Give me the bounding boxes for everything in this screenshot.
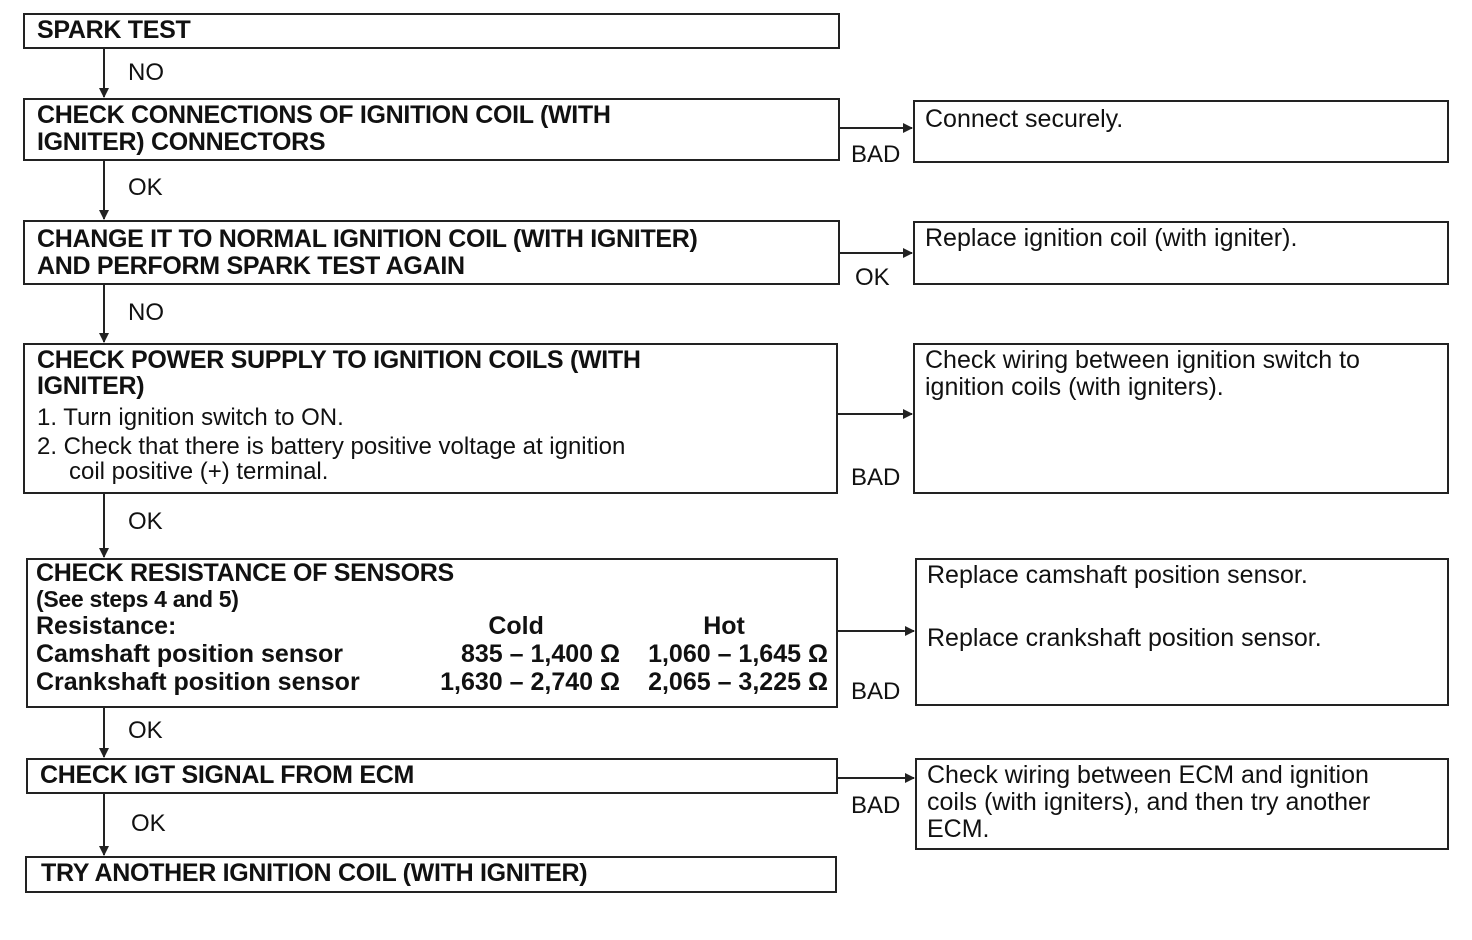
spark-test-text: SPARK TEST xyxy=(37,16,191,44)
table-row xyxy=(36,640,828,668)
result-wiring-switch-line1: Check wiring between ignition switch to xyxy=(925,346,1360,374)
change-coil-line2: AND PERFORM SPARK TEST AGAIN xyxy=(37,252,465,280)
resistance-subtitle: (See steps 4 and 5) xyxy=(36,586,239,612)
check-connections-line2: IGNITER) CONNECTORS xyxy=(37,128,326,156)
check-connections-line1: CHECK CONNECTIONS OF IGNITION COIL (WITH xyxy=(37,101,611,129)
label-ok-side: OK xyxy=(855,264,890,291)
resistance-header-row xyxy=(36,612,828,640)
power-supply-title-line1: CHECK POWER SUPPLY TO IGNITION COILS (WITH xyxy=(37,346,641,374)
resistance-box xyxy=(26,558,838,708)
spark-test-box xyxy=(23,13,840,49)
label-no-1: NO xyxy=(128,59,164,86)
camshaft-hot: 1,060 – 1,645 Ω xyxy=(648,640,828,668)
result-wiring-ecm-line3: ECM. xyxy=(927,815,990,843)
result-replace-crank-text: Replace crankshaft position sensor. xyxy=(927,624,1322,652)
result-replace-coil-box xyxy=(913,221,1449,285)
try-another-text: TRY ANOTHER IGNITION COIL (WITH IGNITER) xyxy=(41,859,588,887)
crankshaft-cold: 1,630 – 2,740 Ω xyxy=(440,668,621,696)
label-ok-4: OK xyxy=(131,810,166,837)
table-row xyxy=(36,668,828,696)
power-supply-step2-line2: coil positive (+) terminal. xyxy=(69,458,329,485)
power-supply-step2-line1: 2. Check that there is battery positive voltage at ignition xyxy=(37,433,626,460)
result-wiring-switch-line2: ignition coils (with igniters). xyxy=(925,373,1224,401)
resistance-label: Resistance: xyxy=(36,612,177,640)
label-ok-3: OK xyxy=(128,717,163,744)
camshaft-name: Camshaft position sensor xyxy=(36,640,343,668)
result-replace-cam-text: Replace camshaft position sensor. xyxy=(927,561,1308,589)
crankshaft-name: Crankshaft position sensor xyxy=(36,668,360,696)
check-connections-box xyxy=(23,98,840,161)
result-replace-coil-text: Replace ignition coil (with igniter). xyxy=(925,224,1298,252)
label-bad-3: BAD xyxy=(851,678,901,705)
label-ok-1: OK xyxy=(128,174,163,201)
label-no-2: NO xyxy=(128,299,164,326)
try-another-box xyxy=(25,856,837,893)
label-ok-2: OK xyxy=(128,508,163,535)
result-connect-text: Connect securely. xyxy=(925,105,1124,133)
label-bad-2: BAD xyxy=(851,464,901,491)
resistance-col-hot: Hot xyxy=(703,612,745,640)
crankshaft-hot: 2,065 – 3,225 Ω xyxy=(648,668,828,696)
resistance-title: CHECK RESISTANCE OF SENSORS xyxy=(36,559,454,587)
result-wiring-ecm-box xyxy=(915,758,1449,850)
power-supply-step1: 1. Turn ignition switch to ON. xyxy=(37,404,344,431)
igt-signal-text: CHECK IGT SIGNAL FROM ECM xyxy=(40,761,414,789)
result-connect-box xyxy=(913,100,1449,163)
change-coil-box xyxy=(23,220,840,285)
resistance-col-cold: Cold xyxy=(488,612,544,640)
camshaft-cold: 835 – 1,400 Ω xyxy=(460,640,621,668)
result-wiring-switch-box xyxy=(913,343,1449,494)
result-wiring-ecm-line2: coils (with igniters), and then try another xyxy=(927,788,1371,816)
power-supply-title-line2: IGNITER) xyxy=(37,372,145,400)
power-supply-box xyxy=(23,343,838,494)
change-coil-line1: CHANGE IT TO NORMAL IGNITION COIL (WITH IGNITER) xyxy=(37,225,698,253)
label-bad-4: BAD xyxy=(851,792,901,819)
igt-signal-box xyxy=(26,758,838,794)
resistance-table xyxy=(36,612,828,696)
result-wiring-ecm-line1: Check wiring between ECM and ignition xyxy=(927,761,1369,789)
label-bad-1: BAD xyxy=(851,141,901,168)
result-sensors-box xyxy=(915,558,1449,706)
